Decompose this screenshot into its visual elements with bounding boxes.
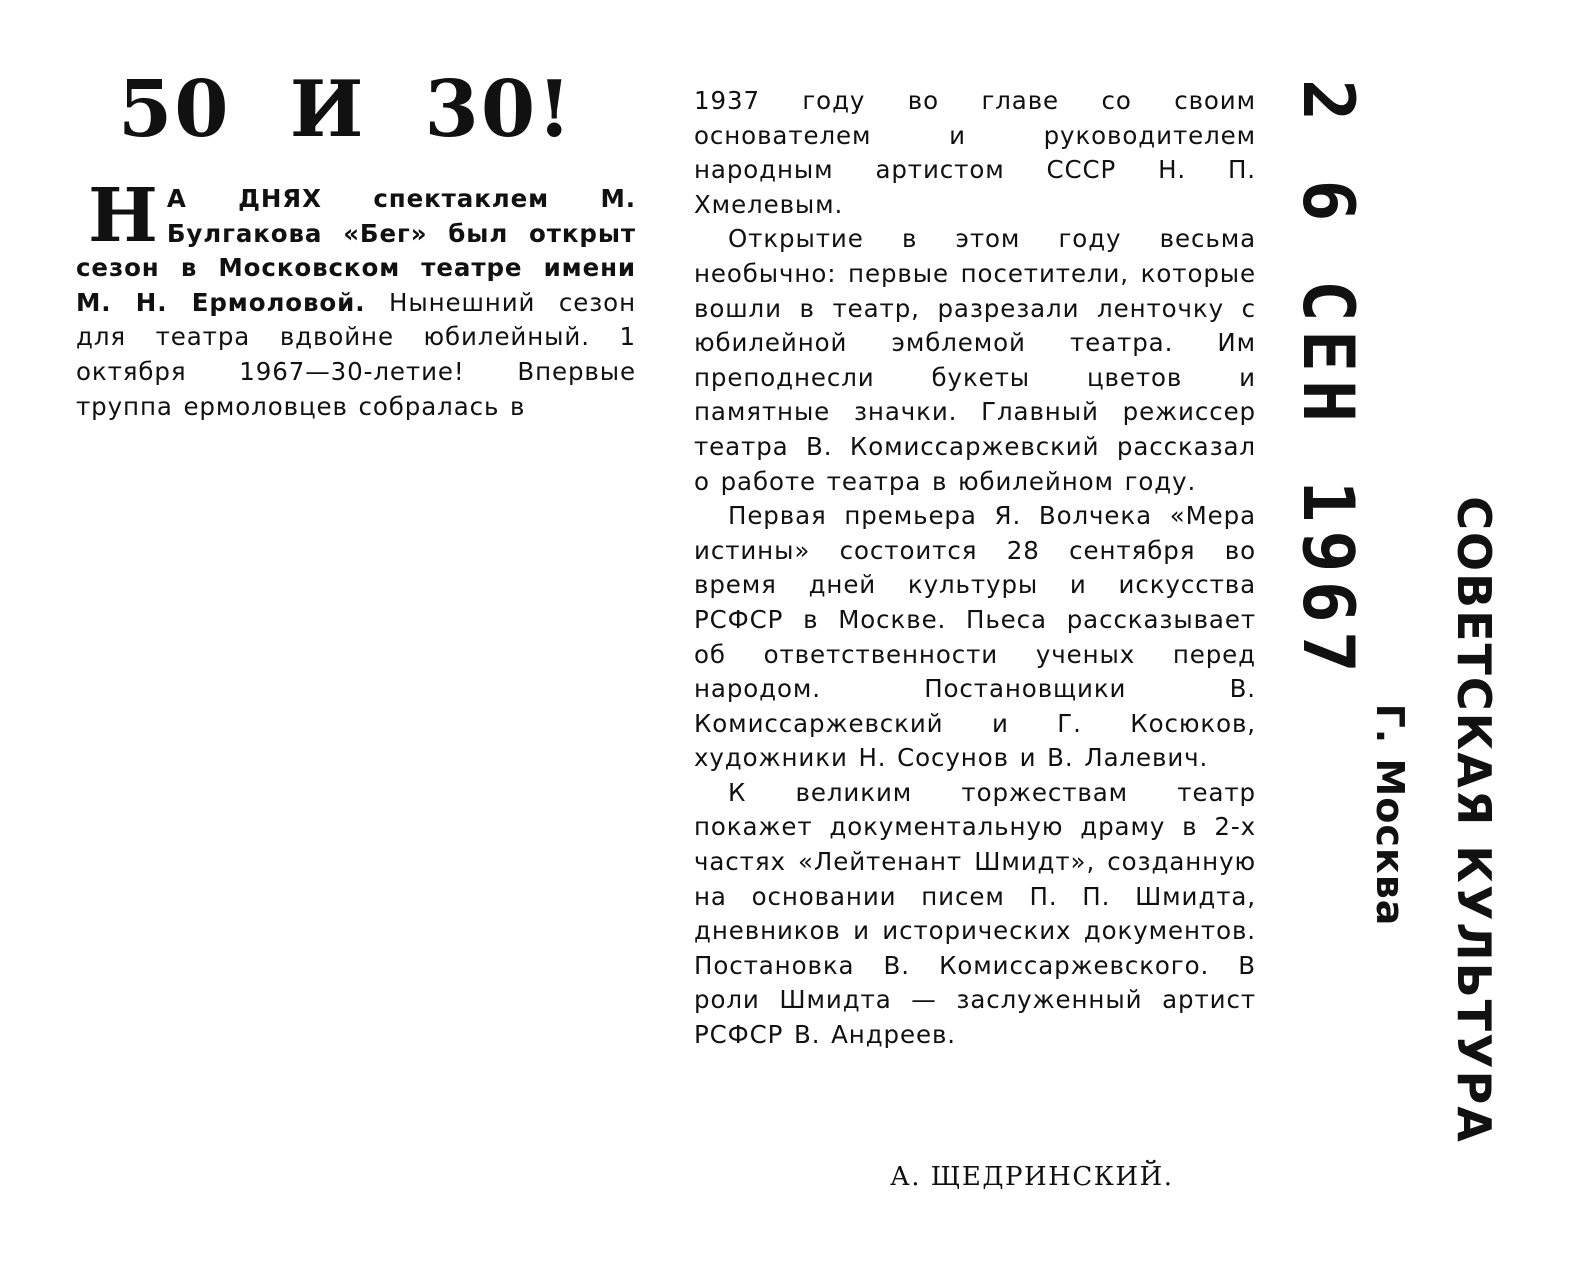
paragraph-opening: Открытие в этом году весьма необычно: первые посетители, которые вошли в театр, разрезали ленточку с юбилейной эмблемой театра. Им преподнесли букеты цветов и памятные значки. Главный режиссер театра В. Комиссаржевский рассказал о работе театра в юбилейном году.	[694, 224, 1256, 496]
drop-cap: Н	[88, 173, 159, 259]
date-stamp-text: 2 6 СЕН 1967	[1287, 79, 1369, 681]
headline: 50 И 30!	[118, 64, 574, 155]
paragraph-celebrations: К великим торжествам театр покажет документальную драму в 2-х частях «Лейтенант Шмидт», созданную на основании писем П. П. Шмидта, дневников и исторических документов. Постановка В. Комиссаржевского. В роли Шмидта — заслуженный артист РСФСР В. Андреев.	[694, 777, 1256, 1050]
article-column-right	[694, 84, 1256, 1053]
city-stamp-text: Г. Москва	[1368, 703, 1412, 927]
lead-text: А ДНЯХ спектаклем М. Булгакова «Бег» был открыт сезон в Московском театре имени М. Н. Ермоловой.	[76, 184, 636, 317]
paragraph-premiere: Первая премьера Я. Волчека «Мера истины» состоится 28 сентября во время дней культуры и искусства РСФСР в Москве. Пьеса рассказывает об ответственности ученых перед народом. Постановщики В. Комиссаржевский и Г. Косюков, художники Н. Сосунов и В. Лалевич.	[694, 501, 1256, 773]
article-column-left	[76, 173, 636, 424]
newspaper-stamp-text: СОВЕТСКАЯ КУЛЬТУРА	[1447, 496, 1501, 1144]
author-signature: А. ЩЕДРИНСКИЙ.	[890, 1162, 1174, 1192]
column-left-text: Нынешний сезон для театра вдвойне юбилейный. 1 октября 1967—30-летие! Впервые труппа ермоловцев собралась в	[76, 287, 636, 421]
continued-paragraph: 1937 году во главе со своим основателем и руководителем народным артистом СССР Н. П. Хмелевым.	[694, 86, 1256, 219]
